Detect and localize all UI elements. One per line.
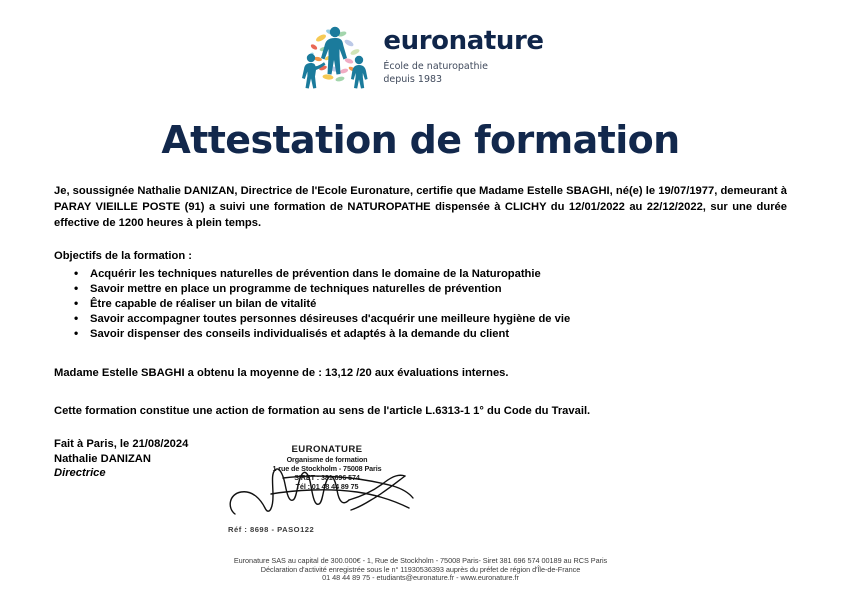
euronature-logo-icon: [297, 22, 373, 90]
stamp-text-block: [227, 444, 427, 491]
footer-line-2: Déclaration d'activité enregistrée sous le n° 11930536393 auprès du préfet de région d'Île-de-France: [260, 564, 581, 574]
reference-number: Réf : 8698 - PASO122: [228, 525, 315, 534]
list-item: • Acquérir les techniques naturelles de prévention dans le domaine de la Naturopathie: [90, 267, 787, 282]
stamp-title: EURONATURE: [291, 444, 363, 455]
company-stamp: [227, 444, 427, 516]
stamp-line-1: Organisme de formation: [286, 455, 368, 464]
legal-statement: Cette formation constitue une action de formation au sens de l'article L.6313-1 1° du Code du Travail.: [54, 404, 591, 417]
objectives-list: [54, 267, 787, 343]
logo-tagline-line1: École de naturopathie: [383, 61, 488, 72]
document-body: [54, 183, 787, 481]
footer-line-3: 01 48 44 89 75 - etudiants@euronature.fr - www.euronature.fr: [322, 573, 519, 583]
signoff-place-date: Fait à Paris, le 21/08/2024: [54, 438, 189, 451]
logo-tagline: [383, 61, 543, 87]
footer-line-1: Euronature SAS au capital de 300.000€ - 1, Rue de Stockholm - 75008 Paris- Siret 381 696 574 00189 au RCS Paris: [233, 556, 608, 565]
brand-logo: [0, 22, 841, 90]
objectives-label: Objectifs de la formation :: [54, 249, 192, 262]
page-footer: [0, 557, 841, 583]
stamp-line-4: Tél : 01 48 44 89 75: [295, 482, 359, 492]
stamp-line-3: SIRET : 381 696 574: [294, 473, 360, 483]
signoff-name: Nathalie DANIZAN: [54, 452, 151, 465]
list-item: • Savoir dispenser des conseils individualisés et adaptés à la demande du client: [90, 327, 787, 342]
logo-tagline-line2: depuis 1983: [383, 73, 443, 85]
stamp-line-2: 1 rue de Stockholm - 75008 Paris: [272, 464, 382, 474]
list-item: • Savoir mettre en place un programme de techniques naturelles de prévention: [90, 282, 787, 297]
logo-wordmark: euronature: [383, 26, 544, 56]
grade-statement: Madame Estelle SBAGHI a obtenu la moyenne de : 13,12 /20 aux évaluations internes.: [54, 366, 509, 379]
page-title: Attestation de formation: [161, 118, 680, 162]
list-item: • Savoir accompagner toutes personnes désireuses d'acquérir une meilleure hygiène de vie: [90, 312, 787, 327]
signoff-role: Directrice: [54, 467, 106, 480]
list-item: • Être capable de réaliser un bilan de vitalité: [90, 297, 787, 312]
intro-paragraph: Je, soussignée Nathalie DANIZAN, Directrice de l'Ecole Euronature, certifie que Madame Estelle SBAGHI, né(e) le 19/07/1977, demeurant à PARAY VIEILLE POSTE (91) a suivi une formation de NATUROPATHE dispensée à CLICHY du 12/01/2022 au 22/12/2022, sur une durée effective de 1200 heures à plein temps.: [54, 185, 787, 230]
